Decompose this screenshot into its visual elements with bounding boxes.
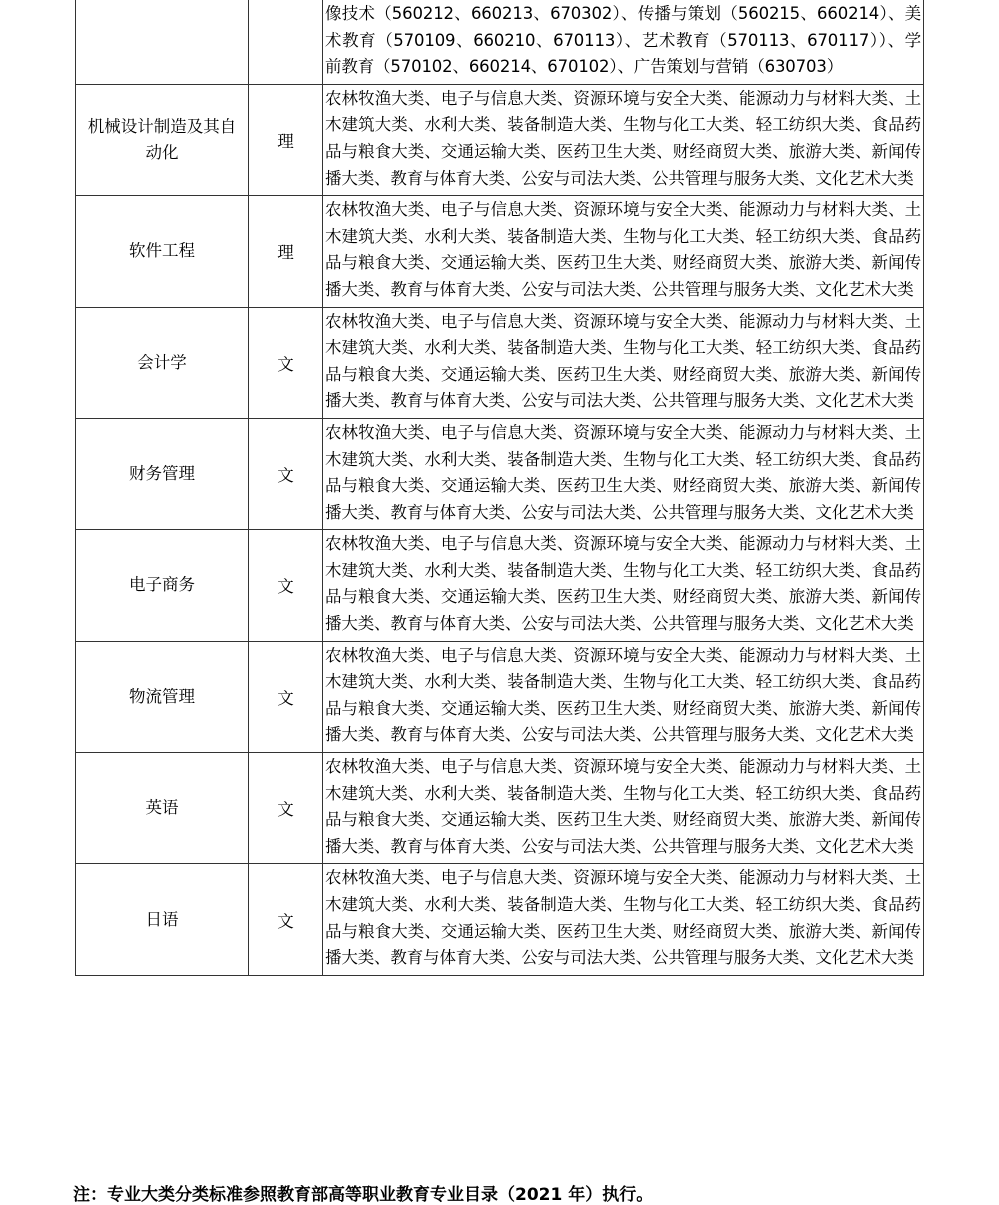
eligible-categories-cell: 农林牧渔大类、电子与信息大类、资源环境与安全大类、能源动力与材料大类、土木建筑大类、水利大类、装备制造大类、生物与化工大类、轻工纺织大类、食品药品与粮食大类、交通运输大类、医药卫生大类、财经商贸大类、旅游大类、新闻传播大类、教育与体育大类、公安与司法大类、公共管理与服务大类、文化艺术大类	[323, 753, 924, 864]
major-name: 物流管理	[129, 686, 195, 706]
subject-type-cell: 文	[249, 418, 323, 529]
subject-type-cell: 文	[249, 641, 323, 752]
subject-type-cell: 文	[249, 530, 323, 641]
major-name-cell	[76, 0, 249, 84]
footnote: 注：专业大类分类标准参照教育部高等职业教育专业目录（2021 年）执行。	[73, 1185, 654, 1205]
eligible-categories-cell: 农林牧渔大类、电子与信息大类、资源环境与安全大类、能源动力与材料大类、土木建筑大类、水利大类、装备制造大类、生物与化工大类、轻工纺织大类、食品药品与粮食大类、交通运输大类、医药卫生大类、财经商贸大类、旅游大类、新闻传播大类、教育与体育大类、公安与司法大类、公共管理与服务大类、文化艺术大类	[323, 530, 924, 641]
major-name-cell	[76, 530, 249, 641]
major-eligibility-table	[75, 0, 924, 976]
table-row	[76, 307, 924, 418]
major-name: 机械设计制造及其自动化	[87, 116, 237, 162]
eligible-categories-cell: 农林牧渔大类、电子与信息大类、资源环境与安全大类、能源动力与材料大类、土木建筑大类、水利大类、装备制造大类、生物与化工大类、轻工纺织大类、食品药品与粮食大类、交通运输大类、医药卫生大类、财经商贸大类、旅游大类、新闻传播大类、教育与体育大类、公安与司法大类、公共管理与服务大类、文化艺术大类	[323, 864, 924, 975]
table-row	[76, 530, 924, 641]
major-name: 英语	[145, 798, 179, 818]
major-name-cell	[76, 84, 249, 195]
table-row	[76, 864, 924, 975]
major-name-cell	[76, 641, 249, 752]
major-name-cell	[76, 418, 249, 529]
subject-type-cell: 理	[249, 84, 323, 195]
major-name: 软件工程	[129, 241, 195, 261]
table-row	[76, 84, 924, 195]
major-name: 电子商务	[129, 575, 195, 595]
major-name: 日语	[145, 909, 179, 929]
table-row	[76, 196, 924, 307]
eligible-categories-cell: 农林牧渔大类、电子与信息大类、资源环境与安全大类、能源动力与材料大类、土木建筑大类、水利大类、装备制造大类、生物与化工大类、轻工纺织大类、食品药品与粮食大类、交通运输大类、医药卫生大类、财经商贸大类、旅游大类、新闻传播大类、教育与体育大类、公安与司法大类、公共管理与服务大类、文化艺术大类	[323, 418, 924, 529]
major-name-cell	[76, 307, 249, 418]
eligible-categories-cell: 像技术（560212、660213、670302）、传播与策划（560215、660214）、美术教育（570109、660210、670113）、艺术教育（570113、670117））、学前教育（570102、660214、670102）、广告策划与营销（630703）	[323, 0, 924, 84]
subject-type-cell: 文	[249, 864, 323, 975]
major-name-cell	[76, 753, 249, 864]
major-name: 会计学	[137, 352, 187, 372]
major-name: 财务管理	[129, 464, 195, 484]
eligible-categories-cell: 农林牧渔大类、电子与信息大类、资源环境与安全大类、能源动力与材料大类、土木建筑大类、水利大类、装备制造大类、生物与化工大类、轻工纺织大类、食品药品与粮食大类、交通运输大类、医药卫生大类、财经商贸大类、旅游大类、新闻传播大类、教育与体育大类、公安与司法大类、公共管理与服务大类、文化艺术大类	[323, 196, 924, 307]
subject-type-cell	[249, 0, 323, 84]
subject-type-cell: 文	[249, 753, 323, 864]
major-name-cell	[76, 864, 249, 975]
subject-type-cell: 文	[249, 307, 323, 418]
subject-type-cell: 理	[249, 196, 323, 307]
major-name-cell	[76, 196, 249, 307]
eligible-categories-cell: 农林牧渔大类、电子与信息大类、资源环境与安全大类、能源动力与材料大类、土木建筑大类、水利大类、装备制造大类、生物与化工大类、轻工纺织大类、食品药品与粮食大类、交通运输大类、医药卫生大类、财经商贸大类、旅游大类、新闻传播大类、教育与体育大类、公安与司法大类、公共管理与服务大类、文化艺术大类	[323, 307, 924, 418]
table-row	[76, 753, 924, 864]
table-row	[76, 641, 924, 752]
table-row	[76, 418, 924, 529]
eligible-categories-cell: 农林牧渔大类、电子与信息大类、资源环境与安全大类、能源动力与材料大类、土木建筑大类、水利大类、装备制造大类、生物与化工大类、轻工纺织大类、食品药品与粮食大类、交通运输大类、医药卫生大类、财经商贸大类、旅游大类、新闻传播大类、教育与体育大类、公安与司法大类、公共管理与服务大类、文化艺术大类	[323, 641, 924, 752]
table-row	[76, 0, 924, 84]
eligible-categories-cell: 农林牧渔大类、电子与信息大类、资源环境与安全大类、能源动力与材料大类、土木建筑大类、水利大类、装备制造大类、生物与化工大类、轻工纺织大类、食品药品与粮食大类、交通运输大类、医药卫生大类、财经商贸大类、旅游大类、新闻传播大类、教育与体育大类、公安与司法大类、公共管理与服务大类、文化艺术大类	[323, 84, 924, 195]
